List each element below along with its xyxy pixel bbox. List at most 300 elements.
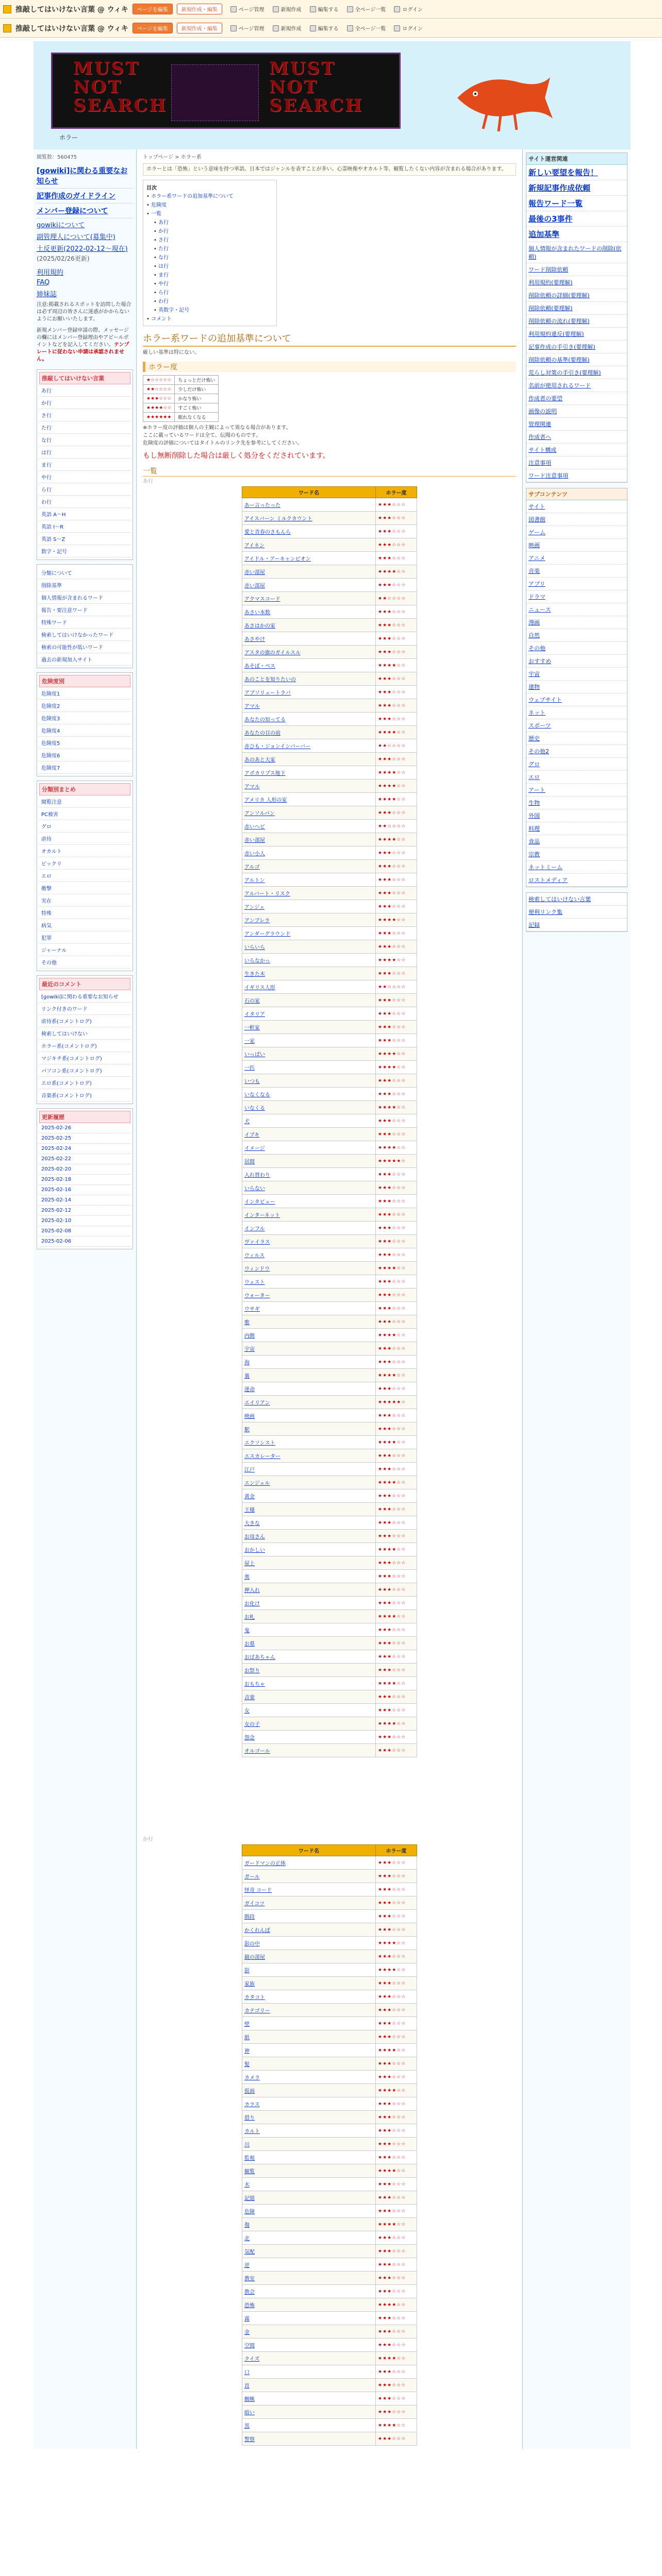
recent-comment-link[interactable]: リンク付きのワード	[39, 1003, 130, 1015]
category-link[interactable]: 実在	[39, 894, 130, 907]
word-link[interactable]: アポカリプス地下	[244, 771, 286, 776]
word-link[interactable]: オルゴール	[244, 1749, 270, 1754]
new-page-button[interactable]: 新規作成・編集	[177, 4, 222, 14]
word-link[interactable]: アスタの旗のガイルスル	[244, 650, 301, 656]
word-link[interactable]: 仮面	[244, 2089, 255, 2094]
word-link[interactable]: 江戸	[244, 1467, 255, 1473]
misc-index-link[interactable]: 個人情報が含まれるワード	[39, 591, 130, 604]
right-admin-link[interactable]: 削除依頼の流れ(要理解)	[526, 315, 627, 328]
kana-index-link[interactable]: な行	[39, 434, 130, 446]
kana-index-link[interactable]: ま行	[39, 459, 130, 471]
word-link[interactable]: 家族	[244, 1981, 255, 1987]
toc-item[interactable]: • や行	[154, 281, 169, 287]
toc-item[interactable]: • あ行	[154, 220, 169, 226]
word-link[interactable]: ウェスト	[244, 1280, 265, 1285]
word-link[interactable]: 影	[244, 1968, 250, 1974]
right-admin-link[interactable]: 作成者の要望	[526, 392, 627, 405]
update-history-link[interactable]: 2025-02-10	[39, 1216, 130, 1226]
update-history-link[interactable]: 2025-02-06	[39, 1236, 130, 1247]
right-admin-link[interactable]: 画像の説明	[526, 405, 627, 418]
word-link[interactable]: 赤い部屋	[244, 570, 265, 575]
right-admin-link[interactable]: 最後の3事件	[526, 211, 627, 227]
edit-page-button[interactable]: ページを編集	[133, 23, 173, 33]
word-link[interactable]: ウィルス	[244, 1253, 265, 1259]
word-link[interactable]: 赤い部屋	[244, 583, 265, 589]
left-link-update[interactable]: 土反更新(2022-02-12〜現在)	[37, 245, 128, 253]
misc-index-link[interactable]: 過去の新規加入サイト	[39, 653, 130, 666]
word-link[interactable]: アンダーグラウンド	[244, 931, 291, 937]
word-link[interactable]: お祭り	[244, 1668, 260, 1674]
word-link[interactable]: 階段	[244, 1914, 255, 1920]
word-link[interactable]: 一家	[244, 1039, 255, 1044]
toc-item[interactable]: • わ行	[154, 299, 169, 304]
word-link[interactable]: アマル	[244, 704, 260, 709]
word-link[interactable]: カルト	[244, 2129, 260, 2134]
misc-index-link[interactable]: 分類について	[39, 567, 130, 579]
word-link[interactable]: エンジェル	[244, 1481, 270, 1486]
update-history-link[interactable]: 2025-02-24	[39, 1144, 130, 1154]
right-admin-link[interactable]: 注意事項	[526, 456, 627, 469]
recent-comment-link[interactable]: [gowiki]に関わる重要なお知らせ	[39, 990, 130, 1003]
word-link[interactable]: 首	[244, 2383, 250, 2389]
right-admin-link[interactable]: 作成者へ	[526, 431, 627, 444]
right-admin-link[interactable]: 記事作成の手引き(要理解)	[526, 341, 627, 353]
right-sub-link[interactable]: サイト	[526, 500, 627, 513]
right-sub-link[interactable]: エロ	[526, 771, 627, 784]
update-history-link[interactable]: 2025-02-08	[39, 1226, 130, 1236]
word-link[interactable]: 北	[244, 2236, 250, 2242]
right-sub-link[interactable]: その他2	[526, 745, 627, 758]
word-link[interactable]: アンブレラ	[244, 918, 270, 924]
word-link[interactable]: 居間	[244, 1159, 255, 1165]
category-link[interactable]: 病気	[39, 919, 130, 931]
tb-link-allpages[interactable]: 全ページ一覧	[347, 24, 386, 32]
word-link[interactable]: 犬	[244, 1119, 250, 1125]
wiki-title[interactable]: 推敲してはいけない言葉 @ ウィキ	[15, 5, 128, 14]
word-link[interactable]: エイリアン	[244, 1400, 270, 1406]
word-link[interactable]: 赤い小人	[244, 851, 265, 857]
new-page-button[interactable]: 新規作成・編集	[177, 23, 222, 33]
right-sub-link[interactable]: ウェブサイト	[526, 693, 627, 706]
right-admin-link[interactable]: 削除依頼の詳細(要理解)	[526, 289, 627, 302]
word-link[interactable]: カラス	[244, 2102, 260, 2108]
right-admin-link[interactable]: 削除依頼(要理解)	[526, 302, 627, 315]
word-link[interactable]: あそぼ・ペス	[244, 664, 275, 669]
right-admin-link[interactable]: 荒らし対策の手引き(要理解)	[526, 366, 627, 379]
word-link[interactable]: いなくなる	[244, 1092, 270, 1098]
word-link[interactable]: おばあちゃん	[244, 1655, 275, 1660]
word-link[interactable]: 一匹	[244, 1065, 255, 1071]
word-link[interactable]: 赤いヘビ	[244, 824, 265, 830]
left-link-member[interactable]: メンバー登録について	[37, 204, 133, 218]
word-link[interactable]: アルバート・リスク	[244, 891, 290, 897]
right-sub-link[interactable]: アプリ	[526, 578, 627, 590]
word-link[interactable]: ガードマンの正体	[244, 1861, 286, 1867]
right-admin-link[interactable]: 個人情報が含まれたワードの削除(依頼)	[526, 242, 627, 263]
right-sub-link[interactable]: 料理	[526, 822, 627, 835]
word-link[interactable]: あさい本数	[244, 610, 270, 616]
word-link[interactable]: 恐怖	[244, 2303, 255, 2309]
right-misc-link[interactable]: 便利リンク集	[526, 906, 627, 919]
word-link[interactable]: 怪奇 コード	[244, 1888, 272, 1893]
kana-index-link[interactable]: さ行	[39, 409, 130, 421]
kana-index-link[interactable]: 数字・記号	[39, 545, 130, 557]
toc-item[interactable]: • 英数字・記号	[154, 308, 190, 313]
word-link[interactable]: ガール	[244, 1874, 260, 1880]
word-link[interactable]: 音楽	[244, 1695, 255, 1701]
word-link[interactable]: 観覧	[244, 2169, 255, 2175]
toc-item[interactable]: • な行	[154, 255, 169, 261]
recent-comment-link[interactable]: エロ系(コメントログ)	[39, 1077, 130, 1089]
word-link[interactable]: 裏	[244, 1374, 250, 1379]
recent-comment-link[interactable]: ホラー系(コメントログ)	[39, 1040, 130, 1052]
recent-comment-link[interactable]: 検索してはいけない	[39, 1027, 130, 1040]
word-link[interactable]: 赤い部屋	[244, 838, 265, 843]
danger-level-link[interactable]: 危険度6	[39, 749, 130, 761]
word-link[interactable]: 川	[244, 2142, 250, 2148]
word-link[interactable]: 気配	[244, 2249, 255, 2255]
right-sub-link[interactable]: 建物	[526, 681, 627, 693]
word-link[interactable]: 霧	[244, 2316, 250, 2322]
update-history-link[interactable]: 2025-02-25	[39, 1133, 130, 1144]
word-link[interactable]: アルトン	[244, 878, 265, 884]
word-link[interactable]: 押入れ	[244, 1588, 260, 1594]
right-sub-link[interactable]: ネットミーム	[526, 861, 627, 874]
category-link[interactable]: ビックリ	[39, 857, 130, 870]
toc-item[interactable]: • 危険度	[146, 202, 167, 208]
kana-index-link[interactable]: 英語 A〜H	[39, 508, 130, 520]
update-history-link[interactable]: 2025-02-20	[39, 1164, 130, 1175]
word-link[interactable]: インフル	[244, 1226, 265, 1232]
right-sub-link[interactable]: スポーツ	[526, 719, 627, 732]
kana-index-link[interactable]: た行	[39, 421, 130, 434]
word-link[interactable]: 内側	[244, 1333, 255, 1339]
word-link[interactable]: イタリア	[244, 1012, 265, 1018]
kana-index-link[interactable]: 英語 S〜Z	[39, 533, 130, 545]
word-link[interactable]: あさはかの家	[244, 623, 275, 629]
category-link[interactable]: エロ	[39, 870, 130, 882]
right-admin-link[interactable]: ワード削除依頼	[526, 263, 627, 276]
word-link[interactable]: あなたの目の前	[244, 731, 280, 736]
tb-link-login[interactable]: ログイン	[394, 5, 423, 13]
wiki-title[interactable]: 推敲してはいけない言葉 @ ウィキ	[15, 24, 128, 33]
word-link[interactable]: あさやけ	[244, 637, 265, 642]
right-sub-link[interactable]: ロストメディア	[526, 874, 627, 887]
recent-comment-link[interactable]: 虐待系(コメントログ)	[39, 1015, 130, 1027]
tb-link-edit[interactable]: 編集する	[310, 5, 339, 13]
word-link[interactable]: アイドル・アーキャンピオン	[244, 556, 311, 562]
category-link[interactable]: オカルト	[39, 845, 130, 857]
word-link[interactable]: インタビュー	[244, 1199, 275, 1205]
word-link[interactable]: 監視	[244, 2156, 255, 2161]
word-link[interactable]: 鏡の部屋	[244, 1955, 265, 1960]
danger-level-link[interactable]: 危険度2	[39, 700, 130, 712]
misc-index-link[interactable]: 報告・要注意ワード	[39, 604, 130, 616]
right-admin-link[interactable]: 利用規約(要理解)	[526, 276, 627, 289]
right-admin-link[interactable]: 追加基準	[526, 227, 627, 242]
right-sub-link[interactable]: 宗教	[526, 848, 627, 861]
category-link[interactable]: 犯罪	[39, 931, 130, 944]
word-link[interactable]: いらない	[244, 1186, 265, 1192]
misc-index-link[interactable]: 検索の可能性が低いワード	[39, 641, 130, 653]
word-link[interactable]: 神	[244, 2048, 250, 2054]
tb-link-new[interactable]: 新規作成	[273, 5, 302, 13]
toc-item[interactable]: • ホラー系ワードの追加基準について	[146, 194, 234, 199]
word-link[interactable]: アクマスコード	[244, 597, 280, 602]
right-admin-link[interactable]: 削除依頼の基準(要理解)	[526, 353, 627, 366]
toc-item[interactable]: • ま行	[154, 273, 169, 278]
word-link[interactable]: 王様	[244, 1507, 255, 1513]
toc-item[interactable]: • た行	[154, 246, 169, 252]
category-link[interactable]: グロ	[39, 820, 130, 833]
word-link[interactable]: いつも	[244, 1079, 260, 1084]
right-misc-link[interactable]: 検索してはいけない言葉	[526, 893, 627, 906]
word-link[interactable]: あー言ったった	[244, 503, 280, 509]
word-link[interactable]: アルゴ	[244, 865, 260, 870]
right-admin-link[interactable]: 管理関連	[526, 418, 627, 431]
misc-index-link[interactable]: 検索してはいけなかったワード	[39, 629, 130, 641]
update-history-link[interactable]: 2025-02-12	[39, 1206, 130, 1216]
word-link[interactable]: 怨念	[244, 1735, 255, 1741]
word-link[interactable]: ウォーター	[244, 1293, 270, 1299]
right-sub-link[interactable]: 外国	[526, 809, 627, 822]
word-link[interactable]: 生きた木	[244, 972, 265, 977]
right-sub-link[interactable]: 生物	[526, 796, 627, 809]
word-link[interactable]: 屋上	[244, 1561, 255, 1567]
right-sub-link[interactable]: ゲーム	[526, 526, 627, 539]
word-link[interactable]: お札	[244, 1615, 255, 1620]
right-sub-link[interactable]: 音楽	[526, 565, 627, 578]
tb-link-manage[interactable]: ページ管理	[230, 24, 264, 32]
update-history-link[interactable]: 2025-02-16	[39, 1185, 130, 1195]
right-sub-link[interactable]: グロ	[526, 758, 627, 771]
word-link[interactable]: アブソリュートラバ	[244, 690, 291, 696]
right-admin-link[interactable]: 利用規約違反(要理解)	[526, 328, 627, 341]
word-link[interactable]: エクソシスト	[244, 1440, 275, 1446]
misc-index-link[interactable]: 削除基準	[39, 579, 130, 591]
word-link[interactable]: 女	[244, 1708, 250, 1714]
word-link[interactable]: 空間	[244, 2343, 255, 2349]
right-admin-link[interactable]: 報告ワード一覧	[526, 196, 627, 211]
kana-index-link[interactable]: 英語 I〜R	[39, 520, 130, 533]
left-link-notice[interactable]: [gowiki]に関わる重要なお知らせ	[37, 163, 133, 189]
toc-item[interactable]: • ら行	[154, 290, 169, 296]
update-history-link[interactable]: 2025-02-14	[39, 1195, 130, 1206]
breadcrumb[interactable]: トップページ > ホラー系	[143, 155, 202, 160]
word-link[interactable]: アンソルパン	[244, 811, 275, 817]
right-sub-link[interactable]: 漫画	[526, 616, 627, 629]
right-sub-link[interactable]: アニメ	[526, 552, 627, 565]
word-link[interactable]: 借り	[244, 2115, 255, 2121]
word-link[interactable]: 暗い	[244, 2410, 255, 2416]
danger-level-link[interactable]: 危険度4	[39, 724, 130, 737]
word-link[interactable]: 歌	[244, 1320, 250, 1326]
word-link[interactable]: 金	[244, 2330, 250, 2335]
edit-page-button[interactable]: ページを編集	[133, 4, 173, 14]
word-link[interactable]: 警察	[244, 2437, 255, 2443]
word-link[interactable]: 記憶	[244, 2196, 255, 2201]
word-link[interactable]: アマル	[244, 784, 260, 790]
danger-level-link[interactable]: 危険度3	[39, 712, 130, 724]
toc-item[interactable]: • か行	[154, 229, 169, 234]
word-link[interactable]: 鬼	[244, 1628, 250, 1634]
danger-level-link[interactable]: 危険度1	[39, 687, 130, 700]
word-link[interactable]: ウサギ	[244, 1307, 260, 1312]
word-link[interactable]: イブキ	[244, 1132, 260, 1138]
word-link[interactable]: 教会	[244, 2290, 255, 2295]
category-link[interactable]: 衝撃	[39, 882, 130, 894]
word-link[interactable]: 石の家	[244, 998, 260, 1004]
right-sub-link[interactable]: その他	[526, 642, 627, 655]
word-link[interactable]: 紙	[244, 2035, 250, 2041]
right-admin-link[interactable]: サイト構成	[526, 444, 627, 456]
word-link[interactable]: 口	[244, 2370, 250, 2376]
word-link[interactable]: 壁	[244, 2022, 250, 2027]
word-link[interactable]: 髪	[244, 2062, 250, 2067]
right-sub-link[interactable]: 映画	[526, 539, 627, 552]
word-link[interactable]: アイスバーン ミルクカウント	[244, 516, 312, 522]
word-link[interactable]: お母さん	[244, 1534, 265, 1540]
word-link[interactable]: 駅	[244, 1427, 250, 1433]
kana-index-link[interactable]: わ行	[39, 496, 130, 508]
misc-index-link[interactable]: 特殊ワード	[39, 616, 130, 629]
kana-index-link[interactable]: あ行	[39, 384, 130, 397]
word-link[interactable]: クイズ	[244, 2357, 260, 2362]
word-link[interactable]: ガイコツ	[244, 1901, 265, 1907]
tb-link-new[interactable]: 新規作成	[273, 24, 302, 32]
right-admin-link[interactable]: 新規記事作成依頼	[526, 180, 627, 196]
word-link[interactable]: 黒	[244, 2424, 250, 2429]
word-link[interactable]: 蜘蛛	[244, 2397, 255, 2402]
word-link[interactable]: 黄金	[244, 1494, 255, 1500]
kana-index-link[interactable]: は行	[39, 446, 130, 459]
kana-index-link[interactable]: か行	[39, 397, 130, 409]
word-link[interactable]: お化け	[244, 1601, 260, 1607]
tb-link-manage[interactable]: ページ管理	[230, 5, 264, 13]
word-link[interactable]: イギリス人形	[244, 985, 275, 991]
tb-link-edit[interactable]: 編集する	[310, 24, 339, 32]
right-admin-link[interactable]: ワード注意事項	[526, 469, 627, 482]
update-history-link[interactable]: 2025-02-22	[39, 1154, 130, 1164]
word-link[interactable]: インターネット	[244, 1213, 280, 1218]
category-link[interactable]: PC被害	[39, 808, 130, 820]
right-sub-link[interactable]: 食品	[526, 835, 627, 848]
recent-comment-link[interactable]: 音楽系(コメントログ)	[39, 1089, 130, 1101]
tb-link-login[interactable]: ログイン	[394, 24, 423, 32]
right-sub-link[interactable]: 図書館	[526, 513, 627, 526]
category-link[interactable]: 虐待	[39, 833, 130, 845]
site-logo[interactable]	[51, 53, 401, 129]
word-link[interactable]: いっぱい	[244, 1052, 265, 1058]
word-link[interactable]: 宇宙	[244, 1347, 255, 1352]
word-link[interactable]: アンジェ	[244, 905, 265, 910]
word-link[interactable]: ウィンドウ	[244, 1266, 270, 1272]
word-link[interactable]: 運命	[244, 1387, 255, 1393]
word-link[interactable]: 危険	[244, 2209, 255, 2215]
category-link[interactable]: 特殊	[39, 907, 130, 919]
tb-link-allpages[interactable]: 全ページ一覧	[347, 5, 386, 13]
word-link[interactable]: お墓	[244, 1641, 255, 1647]
kana-index-link[interactable]: ら行	[39, 483, 130, 496]
right-misc-link[interactable]: 記録	[526, 919, 627, 931]
word-link[interactable]: 傷	[244, 2223, 250, 2228]
word-link[interactable]: かくれんぼ	[244, 1928, 270, 1934]
word-link[interactable]: おもちゃ	[244, 1682, 265, 1687]
word-link[interactable]: イメージ	[244, 1146, 265, 1151]
word-link[interactable]: 海	[244, 1360, 250, 1366]
right-sub-link[interactable]: ニュース	[526, 603, 627, 616]
word-link[interactable]: いらなかっ	[244, 958, 270, 964]
category-link[interactable]: 閲覧注意	[39, 795, 130, 808]
right-sub-link[interactable]: アート	[526, 784, 627, 796]
word-link[interactable]: 教室	[244, 2276, 255, 2282]
right-admin-link[interactable]: 名前が使用されるワード	[526, 379, 627, 392]
toc-item[interactable]: • さ行	[154, 238, 169, 243]
word-link[interactable]: あのことを知りたいの	[244, 677, 296, 683]
word-link[interactable]: アメリカ 人形の家	[244, 798, 287, 803]
word-link[interactable]: カメラ	[244, 2075, 260, 2081]
danger-level-link[interactable]: 危険度7	[39, 761, 130, 774]
left-link-subadmin[interactable]: 副管理人について(募集中)	[37, 233, 115, 241]
word-link[interactable]: 一軒家	[244, 1025, 260, 1031]
left-link-guideline[interactable]: 記事作成のガイドライン	[37, 189, 133, 204]
word-link[interactable]: アイネン	[244, 543, 264, 549]
kana-index-link[interactable]: や行	[39, 471, 130, 483]
toc-item[interactable]: • は行	[154, 264, 169, 269]
recent-comment-link[interactable]: パソコン系(コメントログ)	[39, 1064, 130, 1077]
toc-item[interactable]: • コメント	[146, 316, 172, 322]
word-link[interactable]: カテゴリー	[244, 2008, 270, 2014]
word-link[interactable]: カタコト	[244, 1995, 265, 2001]
update-history-link[interactable]: 2025-02-26	[39, 1123, 130, 1133]
left-link-terms[interactable]: 利用規約	[37, 269, 64, 277]
toc-item[interactable]: • 一覧	[146, 211, 162, 217]
left-link-faq[interactable]: FAQ	[37, 279, 50, 286]
word-link[interactable]: いらいら	[244, 945, 265, 951]
word-link[interactable]: 逆	[244, 2263, 250, 2268]
word-link[interactable]: あのあと大家	[244, 757, 275, 763]
word-link[interactable]: あなたの知ってる	[244, 717, 286, 723]
word-link[interactable]: 奥	[244, 1574, 250, 1580]
right-sub-link[interactable]: 自然	[526, 629, 627, 642]
word-link[interactable]: 木	[244, 2182, 250, 2188]
word-link[interactable]: いなくる	[244, 1106, 265, 1111]
word-link[interactable]: 影の中	[244, 1941, 260, 1947]
category-link[interactable]: その他	[39, 956, 130, 969]
right-sub-link[interactable]: ドラマ	[526, 590, 627, 603]
danger-level-link[interactable]: 危険度5	[39, 737, 130, 749]
left-link-sister[interactable]: 姉妹誌	[37, 291, 57, 298]
update-history-link[interactable]: 2025-02-18	[39, 1175, 130, 1185]
word-link[interactable]: 映画	[244, 1414, 255, 1419]
right-sub-link[interactable]: おすすめ	[526, 655, 627, 668]
word-link[interactable]: 大きな	[244, 1521, 260, 1527]
word-link[interactable]: エスカレーター	[244, 1454, 280, 1460]
right-sub-link[interactable]: ネット	[526, 706, 627, 719]
word-link[interactable]: 愛と青春のさもんら	[244, 530, 291, 535]
word-link[interactable]: ヴァイラス	[244, 1240, 270, 1245]
right-admin-link[interactable]: 新しい要望を報告！	[526, 165, 627, 180]
right-sub-link[interactable]: 宇宙	[526, 668, 627, 681]
right-sub-link[interactable]: 歴史	[526, 732, 627, 745]
word-link[interactable]: おかしい	[244, 1548, 265, 1553]
word-link[interactable]: 赤ひも・ジョンインバーバー	[244, 744, 311, 750]
left-link-about[interactable]: gowikiについて	[37, 222, 85, 229]
word-link[interactable]: 女の子	[244, 1722, 260, 1727]
word-link[interactable]: 入れ替わり	[244, 1173, 270, 1178]
category-link[interactable]: ジャーナル	[39, 944, 130, 956]
recent-comment-link[interactable]: マジキチ系(コメントログ)	[39, 1052, 130, 1064]
